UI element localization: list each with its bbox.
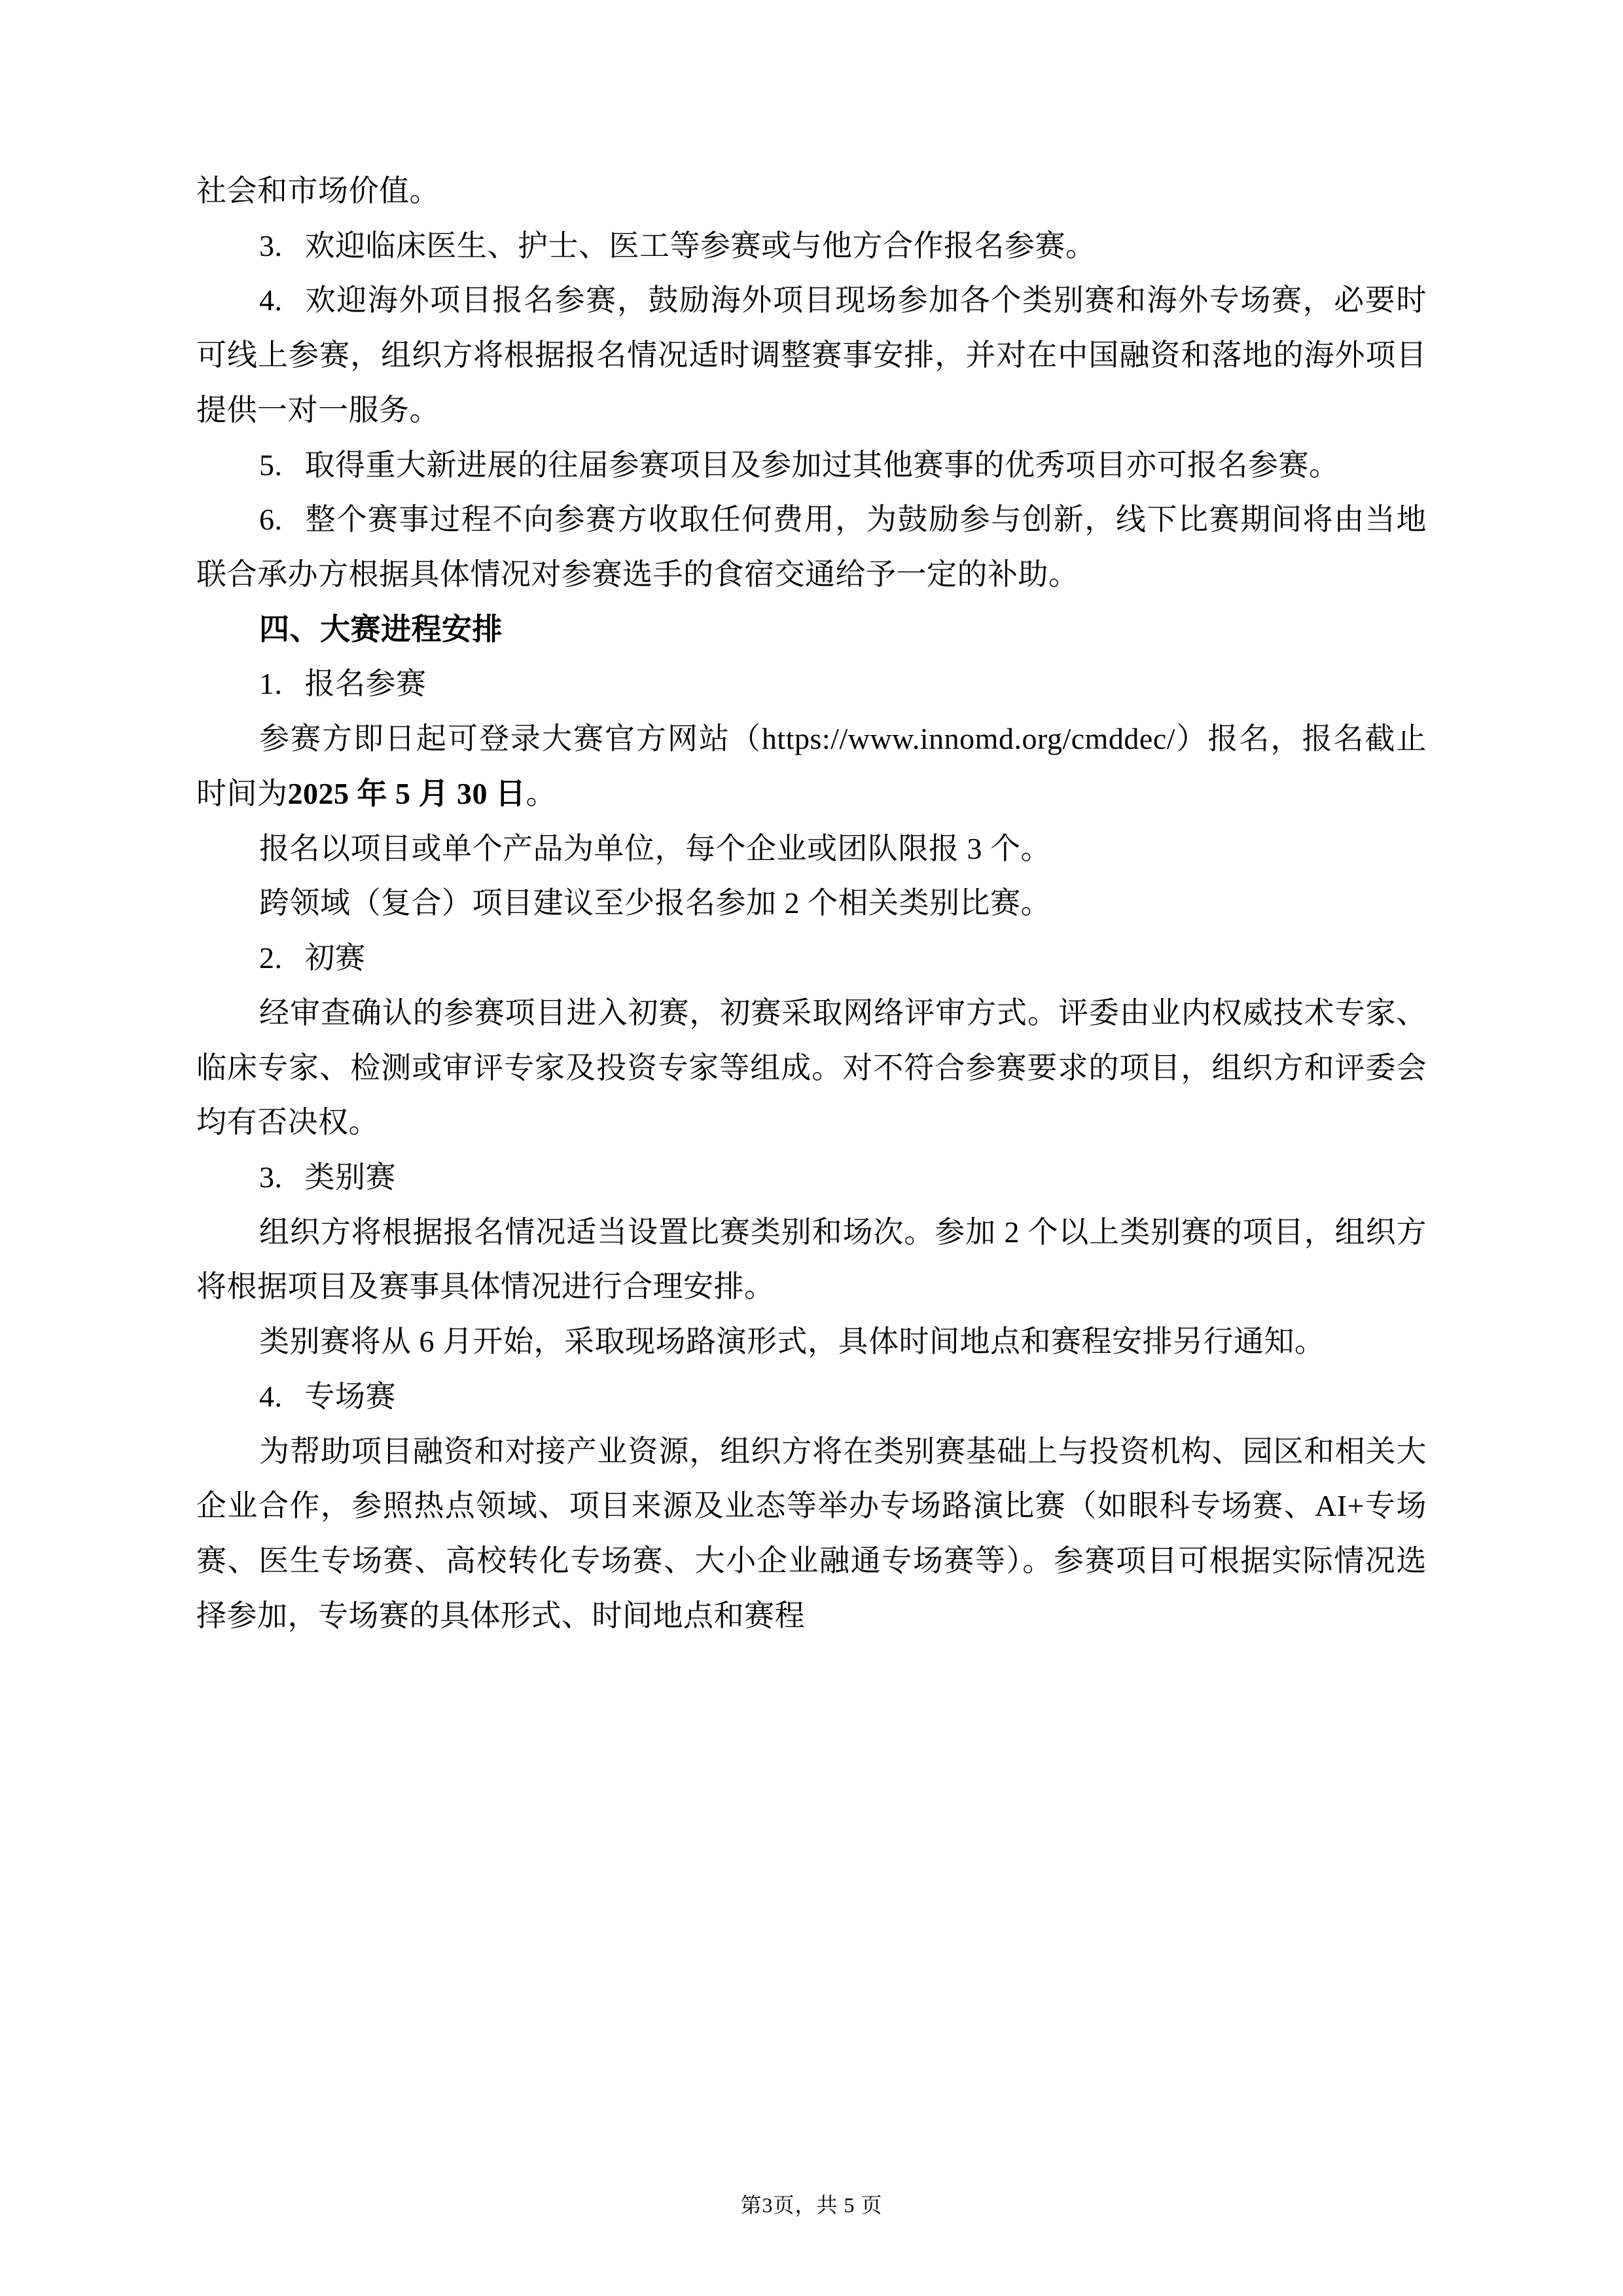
paragraph-preliminary: [196, 986, 1427, 1150]
list-number: 3.: [259, 228, 283, 262]
text-run: 参赛方即日起可登录大赛官方网站（: [259, 722, 762, 756]
url-text: https://www.innomd.org/cmddec/: [761, 722, 1176, 756]
text-run: 报名以项目或单个产品为单位，每个企业或团队限报 3 个。: [259, 831, 1051, 865]
section-heading: 四、大赛进程安排: [259, 611, 503, 646]
page-footer: 第3页，共 5 页: [740, 2193, 883, 2217]
paragraph-category-schedule: [196, 1314, 1427, 1369]
list-item: [196, 1369, 1427, 1424]
list-item-text: 类别赛: [304, 1160, 396, 1194]
paragraph-category-arrangement: [196, 1205, 1427, 1314]
paragraph-registration-limit: [196, 821, 1427, 876]
list-item-text: 欢迎海外项目报名参赛，鼓励海外项目现场参加各个类别赛和海外专场赛，必要时可线上参赛，组织方将根据报名情况适时调整赛事安排，并对在中国融资和落地的海外项目提供一对一服务。: [196, 283, 1427, 427]
list-item-text: 初赛: [304, 941, 366, 975]
list-number: 5.: [259, 448, 283, 482]
list-item: [196, 1150, 1427, 1205]
paragraph-registration-url: [196, 711, 1427, 821]
text-run: 跨领域（复合）项目建议至少报名参加 2 个相关类别比赛。: [259, 886, 1051, 920]
list-number: 3.: [259, 1160, 283, 1194]
text-run: 组织方将根据报名情况适当设置比赛类别和场次。参加 2 个以上类别赛的项目，组织方将根据项目及赛事具体情况进行合理安排。: [196, 1215, 1427, 1304]
text-run: 。: [526, 776, 556, 810]
list-item: [196, 438, 1427, 493]
text-run: 为帮助项目融资和对接产业资源，组织方将在类别赛基础上与投资机构、园区和相关大企业合作，参照热点领域、项目来源及业态等举办专场路演比赛（如眼科专场赛、AI+专场赛、医生专场赛、高校转化专场赛、大小企业融通专场赛等）。参赛项目可根据实际情况选择参加，专场赛的具体形式、时间地点和赛程: [196, 1434, 1427, 1632]
paragraph-continuation: 社会和市场价值。: [196, 174, 440, 207]
list-item: [196, 656, 1427, 711]
emphasis-text: 2025 年 5 月 30 日: [287, 776, 526, 810]
list-item-text: 欢迎临床医生、护士、医工等参赛或与他方合作报名参赛。: [304, 228, 1096, 262]
list-number: 2.: [259, 941, 283, 975]
list-item-text: 整个赛事过程不向参赛方收取任何费用，为鼓励参与创新，线下比赛期间将由当地联合承办方根据具体情况对参赛选手的食宿交通给予一定的补助。: [196, 503, 1427, 592]
document-body: [196, 164, 1427, 1643]
list-number: 6.: [259, 503, 283, 537]
list-item-text: 取得重大新进展的往届参赛项目及参加过其他赛事的优秀项目亦可报名参赛。: [304, 448, 1340, 482]
list-item: [196, 219, 1427, 274]
list-item-text: 专场赛: [304, 1379, 396, 1413]
list-number: 4.: [259, 283, 283, 317]
paragraph-crossfield: [196, 876, 1427, 931]
text-run: 类别赛将从 6 月开始，采取现场路演形式，具体时间地点和赛程安排另行通知。: [259, 1325, 1325, 1359]
text-run: ）报名，报名截止时间为: [196, 722, 1427, 810]
list-number: 4.: [259, 1379, 283, 1413]
list-item-text: 报名参赛: [304, 667, 427, 701]
text-run: 经审查确认的参赛项目进入初赛，初赛采取网络评审方式。评委由业内权威技术专家、临床专家、检测或审评专家及投资专家等组成。对不符合参赛要求的项目，组织方和评委会均有否决权。: [196, 996, 1427, 1139]
list-item: [196, 492, 1427, 601]
paragraph-special-session: [196, 1424, 1427, 1643]
list-number: 1.: [259, 667, 283, 701]
list-item: [196, 273, 1427, 437]
list-item: [196, 931, 1427, 986]
